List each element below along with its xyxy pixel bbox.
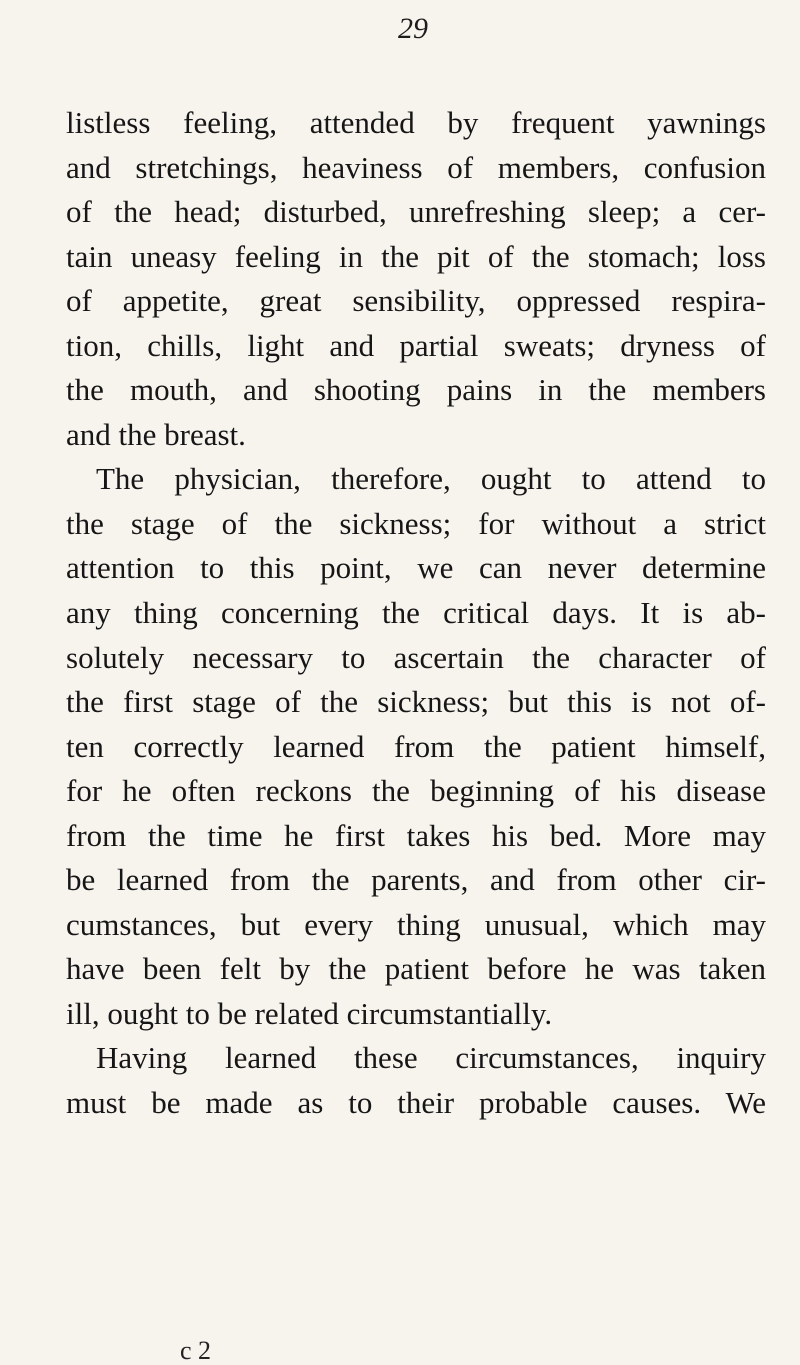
text-line: of the head; disturbed, unrefreshing sleep; a cer- <box>66 194 766 230</box>
text-line: and stretchings, heaviness of members, confusion <box>66 149 766 185</box>
text-line: must be made as to their probable causes. We <box>66 1085 766 1121</box>
text-line: from the time he first takes his bed. More may <box>66 817 766 853</box>
text-line: for he often reckons the beginning of his disease <box>66 773 766 809</box>
text-line: the first stage of the sickness; but this is not of- <box>66 684 766 720</box>
text-line: The physician, therefore, ought to attend to <box>96 461 766 497</box>
text-line: and the breast. <box>66 416 246 452</box>
text-line: the stage of the sickness; for without a strict <box>66 505 766 541</box>
text-line: ten correctly learned from the patient himself, <box>66 728 766 764</box>
text-line: Having learned these circumstances, inquiry <box>96 1040 766 1076</box>
signature-mark: c 2 <box>180 1336 212 1365</box>
text-line: the mouth, and shooting pains in the members <box>66 372 766 408</box>
text-line: ill, ought to be related circumstantially. <box>66 995 553 1031</box>
text-line: tion, chills, light and partial sweats; dryness of <box>66 327 766 363</box>
text-line: have been felt by the patient before he was taken <box>66 951 766 987</box>
text-line: be learned from the parents, and from other cir- <box>66 862 766 898</box>
text-line: cumstances, but every thing unusual, which may <box>66 906 766 942</box>
body-text <box>66 101 766 1126</box>
text-line: attention to this point, we can never determine <box>66 550 766 586</box>
page-number: 29 <box>398 12 428 45</box>
text-line: listless feeling, attended by frequent yawnings <box>66 105 766 140</box>
text-line: of appetite, great sensibility, oppressed respira- <box>66 283 766 319</box>
text-line: tain uneasy feeling in the pit of the stomach; loss <box>66 238 766 274</box>
text-line: solutely necessary to ascertain the character of <box>66 639 766 675</box>
text-line: any thing concerning the critical days. It is ab- <box>66 595 766 631</box>
